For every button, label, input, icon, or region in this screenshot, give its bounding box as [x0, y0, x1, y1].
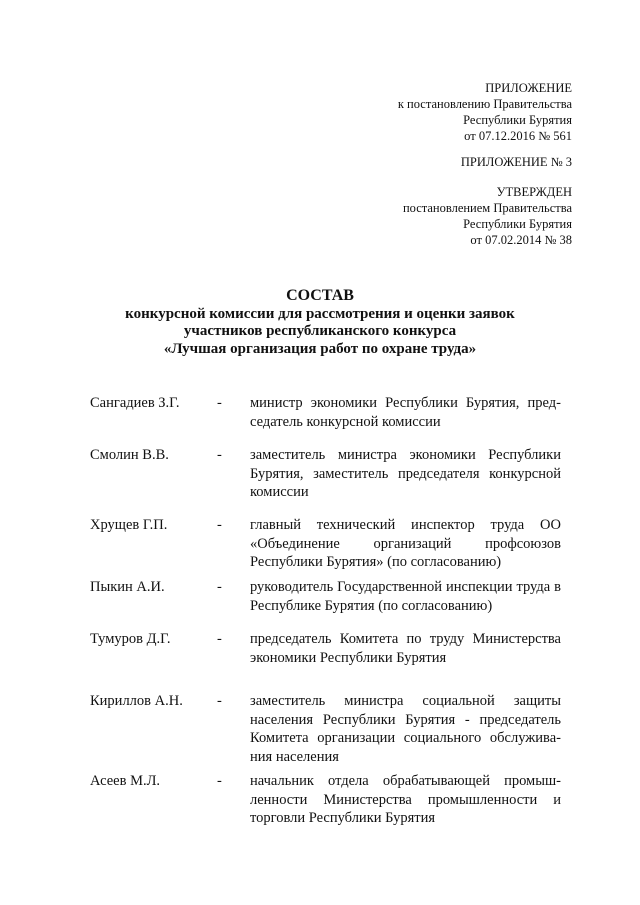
- document-title: [0, 287, 640, 358]
- member-role: заместитель министра социальной защиты населения Республики Бурятия - председатель Комитета организации социального обслуживания населения: [250, 693, 561, 765]
- approval-label: ПРИЛОЖЕНИЕ: [485, 81, 572, 95]
- approved-label: УТВЕРЖДЕН: [496, 185, 572, 199]
- member-role: начальник отдела обрабатывающей промышленности Министерства промышленности и торговли Республики Бурятия: [250, 773, 561, 826]
- member-role: руководитель Государственной инспекции труда в Республике Бурятия (по согласованию): [250, 579, 561, 614]
- title-line: конкурсной комиссии для рассмотрения и оценки заявок: [125, 305, 515, 322]
- member-dash: -: [217, 395, 222, 411]
- approval-block: [398, 80, 572, 144]
- appendix-label-block: [461, 154, 572, 170]
- member-role: министр экономики Республики Бурятия, председатель конкурсной комиссии: [250, 395, 561, 430]
- member-name: Асеев М.Л.: [90, 773, 161, 789]
- approval-line: Республики Бурятия: [463, 113, 572, 127]
- approval-line: от 07.12.2016 № 561: [464, 129, 572, 143]
- member-dash: -: [217, 773, 222, 789]
- approval-line: к постановлению Правительства: [397, 97, 572, 111]
- member-dash: -: [217, 517, 222, 533]
- member-dash: -: [217, 447, 222, 463]
- member-dash: -: [217, 631, 222, 647]
- member-role: председатель Комитета по труду Министерства экономики Республики Бурятия: [250, 631, 561, 666]
- member-name: Сангадиев З.Г.: [90, 395, 180, 411]
- title-main: СОСТАВ: [286, 287, 354, 304]
- approved-line: от 07.02.2014 № 38: [470, 233, 572, 247]
- member-name: Смолин В.В.: [90, 447, 169, 463]
- approved-line: Республики Бурятия: [463, 217, 572, 231]
- member-role: заместитель министра экономики Республики Бурятия, заместитель председателя конкурсной комиссии: [250, 447, 561, 500]
- member-role: главный технический инспектор труда ОО «Объединение организаций профсоюзов Республики Бурятия» (по согласованию): [250, 517, 561, 570]
- member-dash: -: [217, 693, 222, 709]
- approved-block: [403, 184, 572, 248]
- member-name: Пыкин А.И.: [90, 579, 165, 595]
- title-line: «Лучшая организация работ по охране труда»: [163, 340, 477, 357]
- title-line: участников республиканского конкурса: [183, 323, 457, 339]
- member-name: Тумуров Д.Г.: [90, 631, 171, 647]
- approved-line: постановлением Правительства: [402, 201, 572, 215]
- member-name: Кириллов А.Н.: [90, 693, 183, 709]
- member-name: Хрущев Г.П.: [90, 517, 168, 533]
- appendix-label: ПРИЛОЖЕНИЕ № 3: [460, 155, 572, 169]
- member-dash: -: [217, 579, 222, 595]
